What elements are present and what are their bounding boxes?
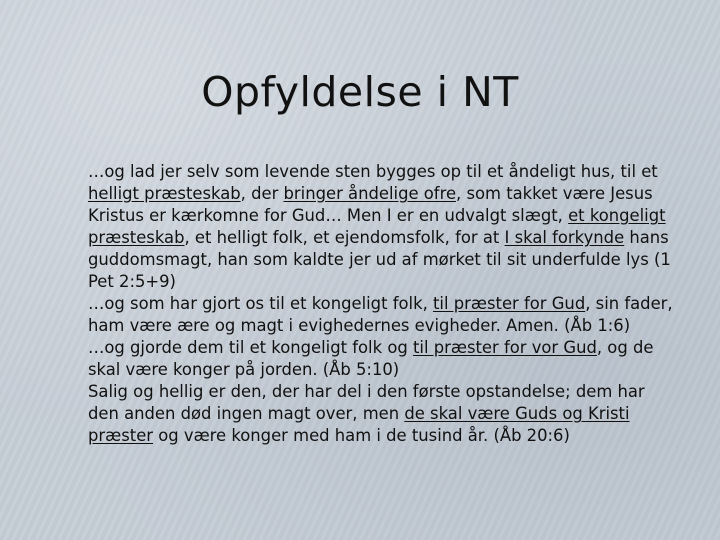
- slide-title: Opfyldelse i NT: [201, 68, 519, 116]
- text-segment: , et helligt folk, et ejendomsfolk, for at: [184, 228, 505, 247]
- body-paragraph: [88, 381, 673, 447]
- underlined-phrase: de skal være Guds og Kristi præster: [88, 404, 630, 445]
- text-segment: , som takket være Jesus Kristus er kærkomne for Gud… Men I er en udvalgt slægt,: [88, 184, 653, 225]
- underlined-phrase: til præster for vor Gud: [412, 338, 597, 357]
- text-segment: Salig og hellig er den, der har del i den første opstandelse; dem har den anden død ingen magt over, men: [88, 382, 645, 423]
- text-segment: , og de skal være konger på jorden. (Åb 5:10): [88, 338, 654, 379]
- body-paragraph: [88, 293, 673, 337]
- text-segment: hans guddomsmagt, han som kaldte jer ud af mørket til sit underfulde lys (1 Pet 2:5+9): [88, 228, 671, 291]
- underlined-phrase: helligt præsteskab: [88, 184, 241, 203]
- text-segment: …og gjorde dem til et kongeligt folk og: [88, 338, 413, 357]
- underlined-phrase: til præster for Gud: [433, 294, 586, 313]
- text-segment: og være konger med ham i de tusind år. (Åb 20:6): [153, 426, 570, 445]
- underlined-phrase: et kongeligt præsteskab: [88, 206, 666, 247]
- text-segment: …og lad jer selv som levende sten bygges op til et åndeligt hus, til et: [88, 162, 658, 181]
- text-segment: , sin fader, ham være ære og magt i evighedernes evigheder. Amen. (Åb 1:6): [88, 294, 673, 335]
- underlined-phrase: I skal forkynde: [504, 228, 625, 247]
- text-segment: …og som har gjort os til et kongeligt folk,: [88, 294, 433, 313]
- body-paragraph: [88, 337, 673, 381]
- slide-body: [88, 161, 673, 447]
- text-segment: , der: [240, 184, 284, 203]
- underlined-phrase: bringer åndelige ofre: [283, 184, 457, 203]
- body-paragraph: [88, 161, 673, 293]
